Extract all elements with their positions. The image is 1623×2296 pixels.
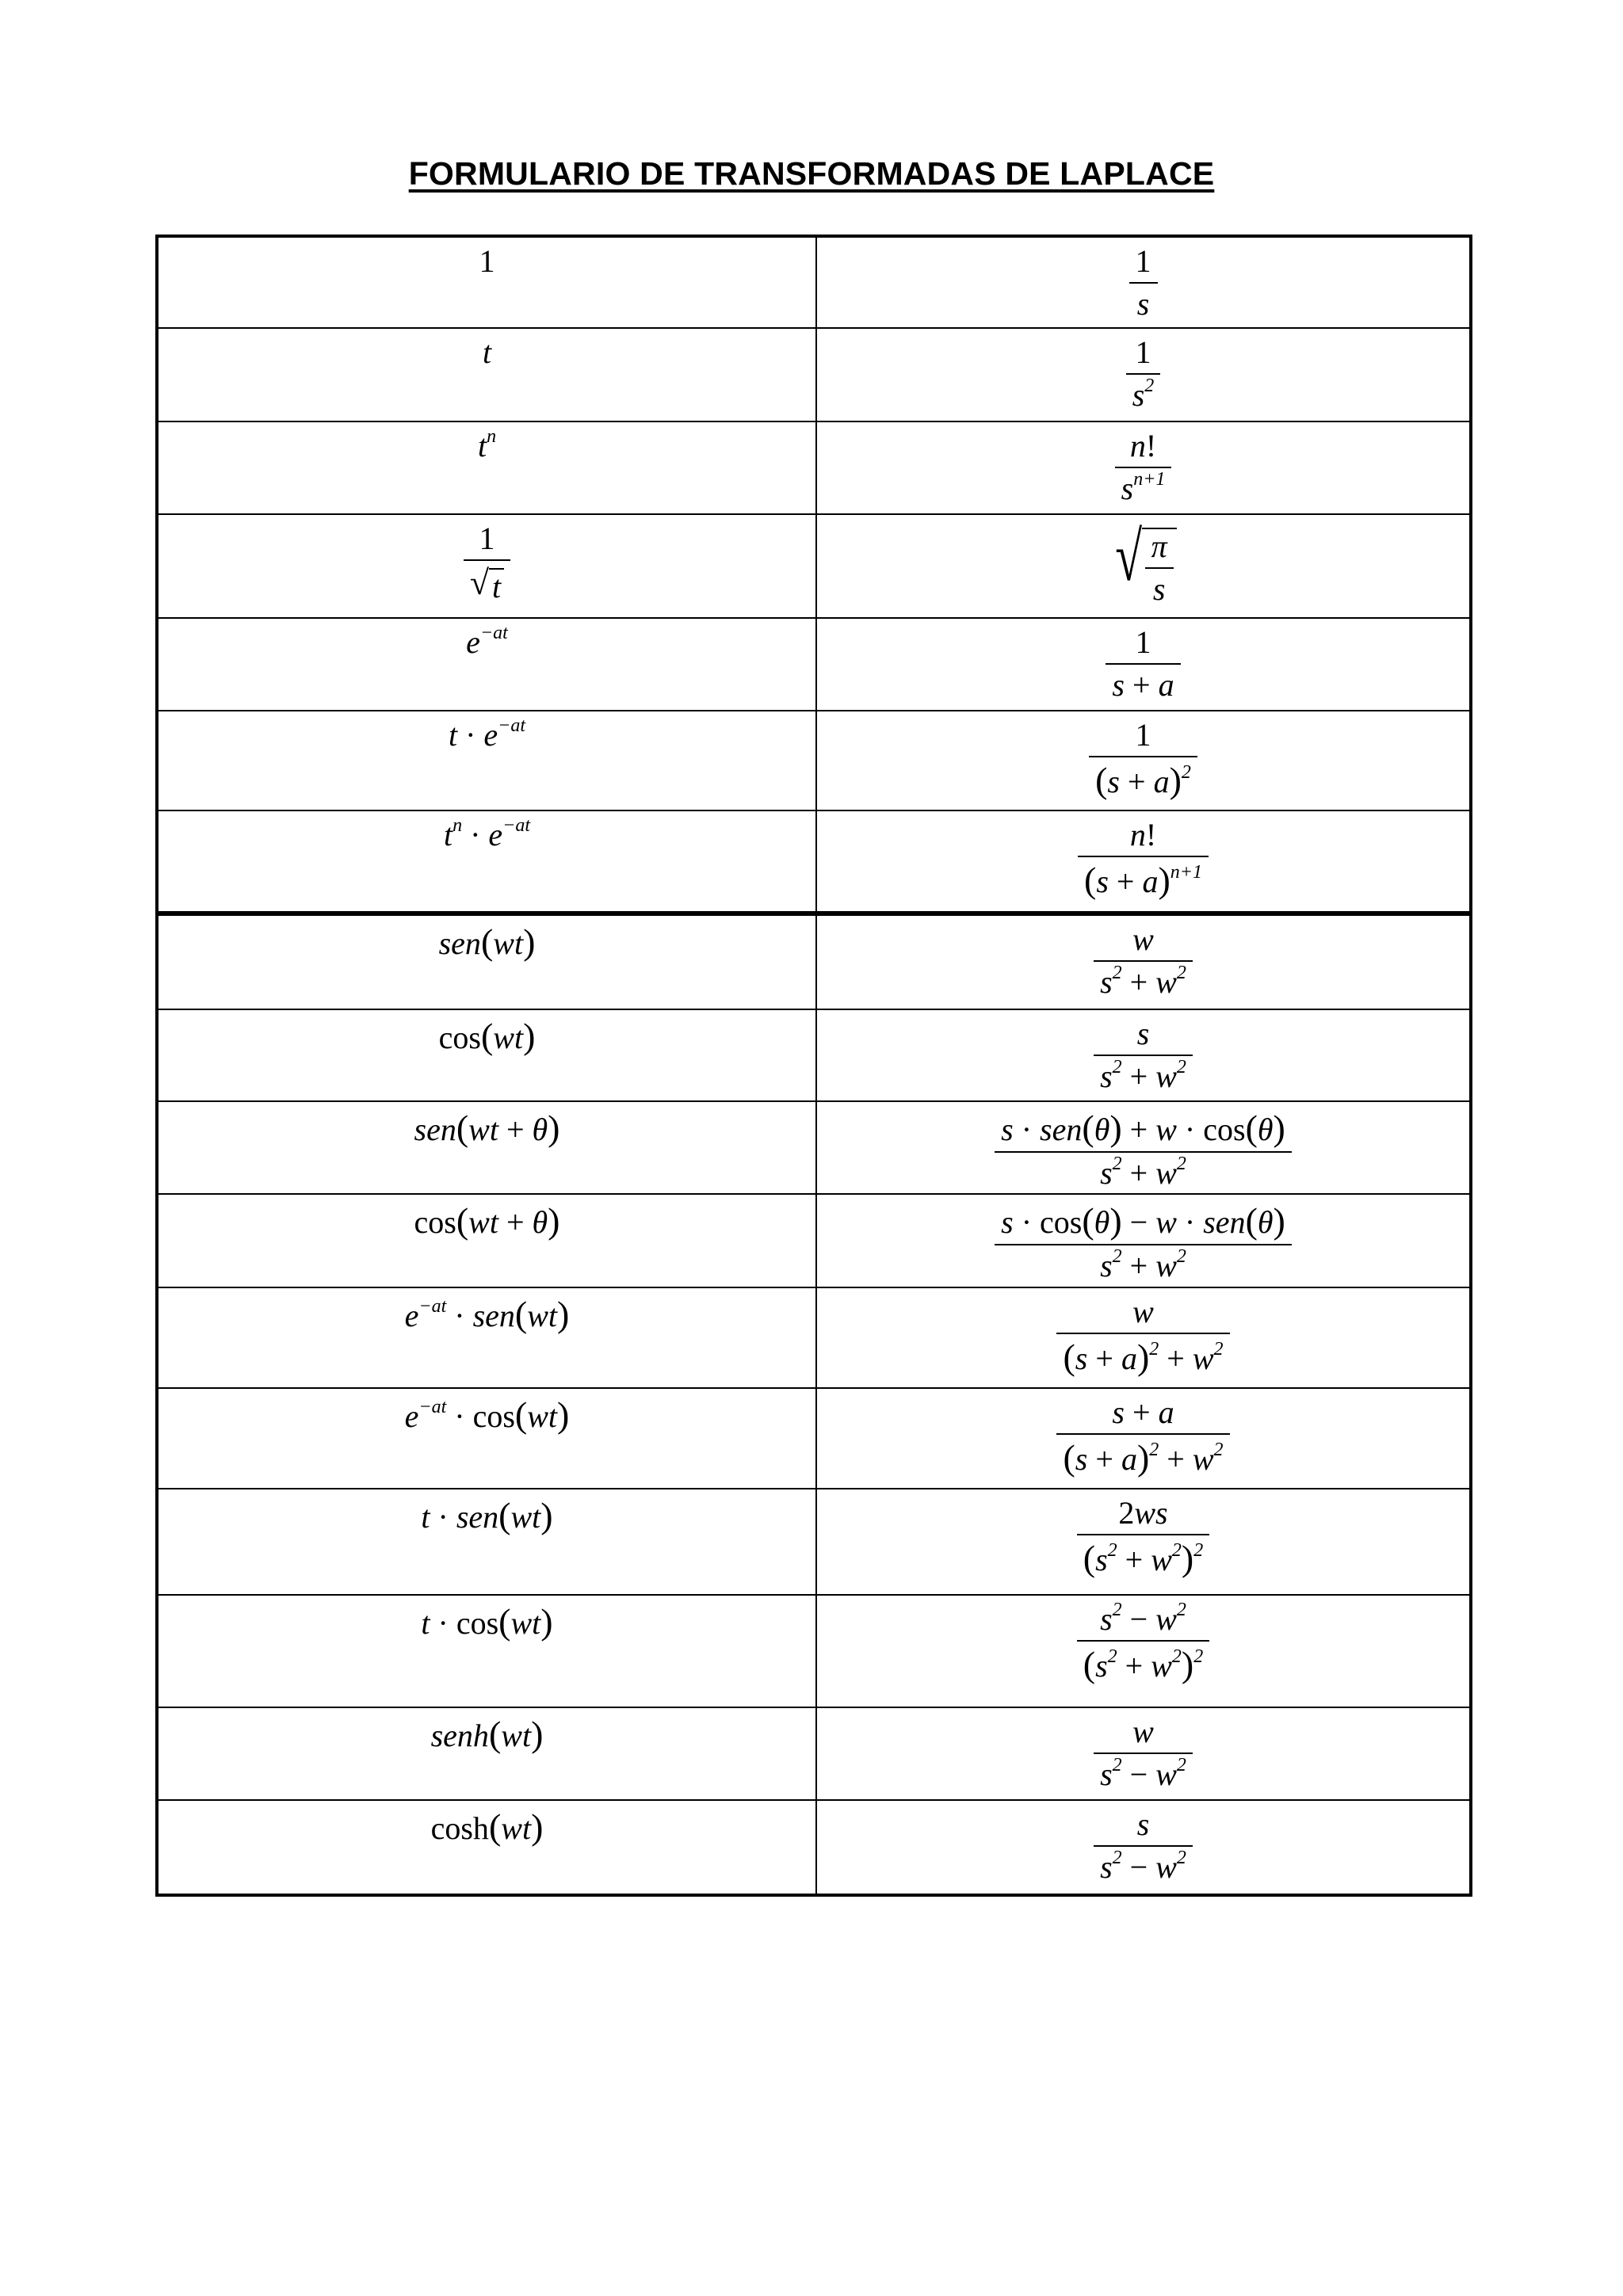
time-function-cell <box>157 1489 816 1594</box>
time-function-cell <box>157 421 816 514</box>
formula-f: senh(wt) <box>430 1714 544 1755</box>
formula-f: cos(wt + θ) <box>414 1200 560 1241</box>
formula-f: $t^n$ <box>477 425 497 463</box>
formula-F: $\frac{\text{s · sen(θ) + w · cos(θ)}}{s^2 + w^2}$ <box>995 1110 1292 1189</box>
table-row <box>157 1101 1471 1194</box>
formula-f: t · cos(wt) <box>421 1600 553 1642</box>
formula-F: $\frac{s + a}{(s + a)^2 + w^2}$ <box>1056 1397 1229 1476</box>
formula-f: cosh(wt) <box>430 1806 544 1847</box>
formula-F: $\frac{s}{s^2 + w^2}$ <box>1094 1018 1193 1093</box>
time-function-cell <box>157 1595 816 1707</box>
transform-cell <box>816 236 1471 328</box>
transform-cell <box>816 1489 1471 1594</box>
table-row <box>157 1009 1471 1101</box>
formula-F: $\frac{w}{(s + a)^2 + w^2}$ <box>1056 1296 1229 1375</box>
formula-F: $\frac{n!}{s^{n+1}}$ <box>1115 430 1172 505</box>
transform-cell <box>816 1595 1471 1707</box>
time-function-cell <box>157 328 816 421</box>
time-function-cell <box>157 1287 816 1388</box>
formula-f: $e^{-at} \cdot \cos(wt)$ <box>404 1394 570 1436</box>
table-row <box>157 711 1471 810</box>
time-function-cell <box>157 514 816 618</box>
transform-cell <box>816 1009 1471 1101</box>
time-function-cell <box>157 1194 816 1287</box>
transform-cell <box>816 618 1471 710</box>
table-row <box>157 236 1471 328</box>
laplace-transform-table <box>155 235 1472 1897</box>
formula-F: $\frac{s^2 - w^2}{(s^2 + w^2)^2}$ <box>1077 1604 1209 1683</box>
time-function-cell <box>157 618 816 710</box>
formula-F: $\frac{w}{s^2 - w^2}$ <box>1094 1716 1193 1791</box>
formula-F: $\frac{1}{s + a}$ <box>1106 627 1180 701</box>
formula-F: $\frac{1}{s^2}$ <box>1126 337 1161 411</box>
table-row <box>157 1489 1471 1594</box>
formula-f: t · sen(wt) <box>421 1495 553 1536</box>
table-row <box>157 1800 1471 1895</box>
table-row <box>157 1287 1471 1388</box>
table-row <box>157 1194 1471 1287</box>
transform-cell <box>816 1287 1471 1388</box>
table-row <box>157 328 1471 421</box>
time-function-cell <box>157 913 816 1009</box>
formula-F: $\frac{w}{s^2 + w^2}$ <box>1094 924 1193 998</box>
transform-cell <box>816 1101 1471 1194</box>
time-function-cell <box>157 1707 816 1799</box>
formula-F: √ $\frac{\pi}{s}$ <box>1109 523 1176 605</box>
formula-F: $\frac{1}{(s + a)^2}$ <box>1089 719 1197 799</box>
time-function-cell <box>157 1800 816 1895</box>
formula-f: $e^{-at} \cdot sen(wt)$ <box>404 1293 570 1334</box>
formula-F: $\frac{\text{s · cos(θ) − w · sen(θ)}}{s^2 + w^2}$ <box>995 1203 1292 1282</box>
formula-f: $e^{-at}$ <box>466 623 508 661</box>
page-title: FORMULARIO DE TRANSFORMADAS DE LAPLACE <box>408 155 1215 192</box>
time-function-cell <box>157 1009 816 1101</box>
table-row <box>157 1595 1471 1707</box>
transform-cell <box>816 711 1471 810</box>
table-row <box>157 1388 1471 1489</box>
time-function-cell <box>157 1101 816 1194</box>
transform-cell <box>816 1194 1471 1287</box>
time-function-cell <box>157 236 816 328</box>
formula-f: cos(wt) <box>438 1015 536 1056</box>
transform-cell <box>816 1707 1471 1799</box>
table-row <box>157 421 1471 514</box>
formula-f: 1 <box>479 243 495 279</box>
table-row <box>157 913 1471 1009</box>
table-row <box>157 810 1471 913</box>
transform-cell <box>816 913 1471 1009</box>
formula-F: $\frac{s}{s^2 - w^2}$ <box>1094 1809 1193 1883</box>
transform-cell <box>816 514 1471 618</box>
table-row <box>157 1707 1471 1799</box>
formula-f: t <box>482 334 492 371</box>
formula-F: $\frac{1}{s}$ <box>1129 246 1158 320</box>
formula-F: $\frac{2ws}{(s^2 + w^2)^2}$ <box>1077 1497 1209 1577</box>
formula-f: 1 √ t <box>464 523 510 603</box>
transform-cell <box>816 810 1471 913</box>
transform-cell <box>816 1800 1471 1895</box>
transform-cell <box>816 421 1471 514</box>
transform-cell <box>816 328 1471 421</box>
formula-f: $t \cdot e^{-at}$ <box>448 715 526 753</box>
formula-f: sen(wt) <box>438 921 536 963</box>
time-function-cell <box>157 711 816 810</box>
time-function-cell <box>157 1388 816 1489</box>
transform-cell <box>816 1388 1471 1489</box>
table-row <box>157 514 1471 618</box>
formula-F: $\frac{n!}{(s + a)^{n+1}}$ <box>1078 819 1209 898</box>
formula-f: sen(wt + θ) <box>414 1108 560 1149</box>
table-row <box>157 618 1471 710</box>
time-function-cell <box>157 810 816 913</box>
formula-f: $t^n \cdot e^{-at}$ <box>443 815 531 853</box>
